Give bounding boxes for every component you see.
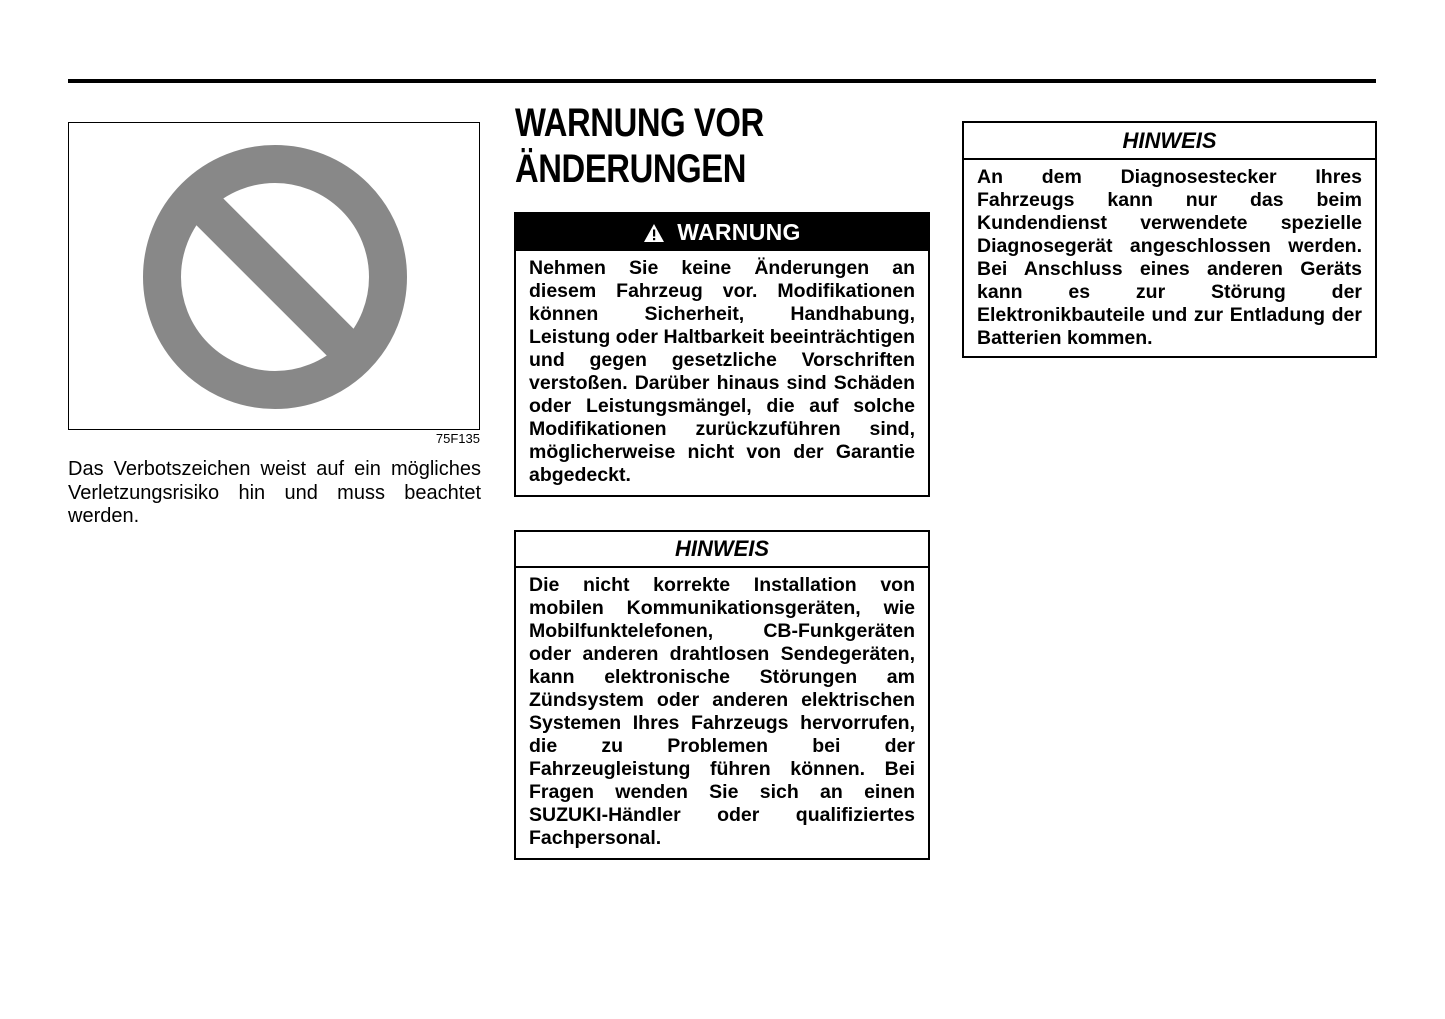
prohibition-sign-icon bbox=[69, 123, 478, 428]
section-title bbox=[515, 100, 859, 192]
warning-triangle-icon bbox=[643, 223, 665, 243]
warning-text: Nehmen Sie keine Änderungen an diesem Fahrzeug vor. Modifikationen können Sicherheit, Handhabung, Leistung oder Haltbarkeit beeinträchtigen und gegen gesetzliche Vorschriften verstoßen. Darüber hinaus sind Schäden oder Leistungsmängel, die auf solche Modifikationen zurückzuführen sind, möglicherweise nicht von der Garantie abgedeckt. bbox=[529, 257, 915, 486]
warning-header bbox=[516, 214, 928, 251]
warning-label: WARNUNG bbox=[677, 219, 801, 245]
notice-box-2 bbox=[962, 121, 1377, 358]
figure-caption: Das Verbotszeichen weist auf ein mögliches Verletzungsrisiko hin und muss beachtet werden. bbox=[68, 458, 481, 527]
section-title-line2: ÄNDERUNGEN bbox=[515, 147, 746, 191]
notice-box-1 bbox=[514, 530, 930, 860]
figure-code: 75F135 bbox=[435, 431, 480, 446]
notice-header-1: HINWEIS bbox=[516, 532, 928, 568]
notice-text-1: Die nicht korrekte Installation von mobilen Kommunikationsgeräten, wie Mobilfunktelefonen, CB-Funkgeräten oder anderen drahtlosen Sendegeräten, kann elektronische Störungen am Zündsystem oder anderen elektrischen Systemen Ihres Fahrzeugs hervorrufen, die zu Problemen bei der Fahrzeugleistung führen können. Bei Fragen wenden Sie sich an einen SUZUKI-Händler oder qualifiziertes Fachpersonal. bbox=[529, 574, 915, 849]
prohibition-slash bbox=[195, 197, 355, 357]
section-title-line1: WARNUNG VOR bbox=[515, 101, 764, 145]
warning-box bbox=[514, 212, 930, 497]
top-rule bbox=[68, 79, 1376, 83]
notice-header-2: HINWEIS bbox=[964, 123, 1375, 160]
figure-frame bbox=[68, 122, 480, 430]
notice-text-2: An dem Diagnosestecker Ihres Fahrzeugs kann nur das beim Kundendienst verwendete spezielle Diagnosegerät angeschlossen werden. Bei Anschluss eines anderen Geräts kann es zur Störung der Elektronikbauteile und zur Entladung der Batterien kommen. bbox=[977, 166, 1362, 349]
